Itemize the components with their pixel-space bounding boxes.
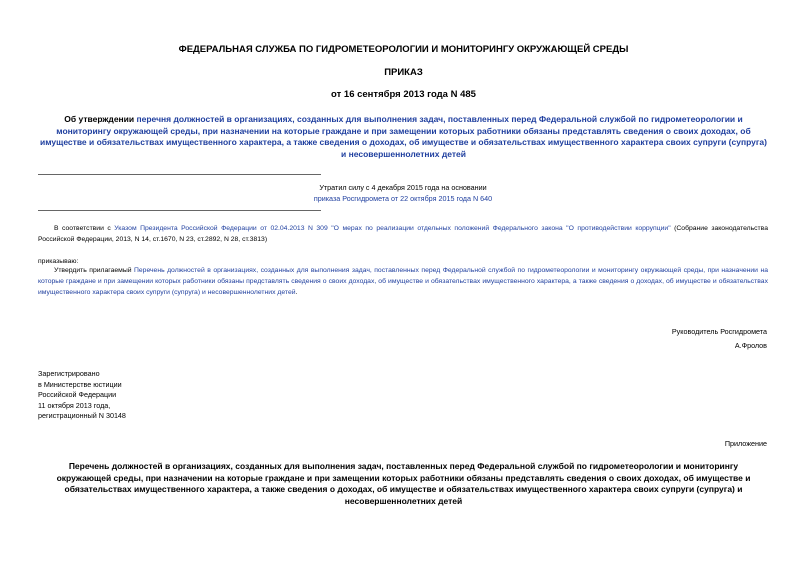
- appendix-title: Перечень должностей в организациях, созданных для выполнения задач, поставленных перед Федеральной службой по гидрометеорологии и мониторингу окружающей среды, при назначении на которые граждане и при замещении которых работники обязаны представлять сведения о своих доходах, об имуществе и обязательствах имущественного характера, а также сведения о доходах, об имуществе и обязательствах имущественного характера своих супруги (супруга) и несовершеннолетних детей: [56, 461, 751, 506]
- decree-link[interactable]: Указом Президента Российской Федерации от 02.04.2013 N 309 "О мерах по реализации отдельных положений Федерального закона "О противодействии коррупции": [114, 225, 671, 232]
- list-link[interactable]: Перечень должностей в организациях, созданных для выполнения задач, поставленных перед Федеральной службой по гидрометеорологии и мониторингу окружающей среды, при назначении на которые граждане и при замещении которых работники обязаны представлять сведения о своих доходах, об имуществе и обязательствах имущественного характера, а также сведения о доходах, об имуществе и обязательствах имущественного характера своих супруги (супруга) и несовершеннолетних детей: [38, 267, 768, 296]
- registration-line: 11 октября 2013 года,: [38, 400, 111, 410]
- registration-line: регистрационный N 30148: [38, 411, 126, 420]
- expired-order-link[interactable]: приказа Росгидромета от 22 октября 2015 года N 640: [313, 193, 493, 203]
- expired-notice: [220, 183, 586, 204]
- appendix-label: Приложение: [724, 439, 767, 448]
- registration-line: Российской Федерации: [38, 390, 117, 399]
- agency-title: ФЕДЕРАЛЬНАЯ СЛУЖБА ПО ГИДРОМЕТЕОРОЛОГИИ И МОНИТОРИНГУ ОКРУЖАЮЩЕЙ СРЕДЫ: [178, 44, 629, 55]
- preamble-prefix: В соответствии с: [54, 225, 115, 232]
- signature: [672, 327, 767, 351]
- subject-prefix: Об утверждении: [64, 114, 137, 124]
- subject-link[interactable]: перечня должностей в организациях, созданных для выполнения задач, поставленных перед Федеральной службой по гидрометеорологии и мониторингу окружающей среды, при назначении на которые граждане и при замещении которых работники обязаны представлять сведения о своих доходах, об имуществе и обязательствах имущественного характера, а также сведения о доходах, об имуществе и обязательствах имущественного характера своих супруги (супруга) и несовершеннолетних детей: [40, 114, 767, 159]
- bottom-divider: [38, 210, 321, 211]
- order-word: приказываю:: [38, 258, 79, 265]
- order-suffix: .: [295, 289, 298, 296]
- preamble: [38, 223, 768, 245]
- expired-line: Утратил силу с 4 декабря 2015 года на основании: [319, 183, 487, 192]
- signature-name: А.Фролов: [734, 340, 767, 350]
- signature-title: Руководитель Росгидромета: [671, 327, 767, 336]
- doc-type: ПРИКАЗ: [384, 67, 423, 78]
- doc-date: от 16 сентября 2013 года N 485: [331, 89, 476, 100]
- registration-block: [38, 369, 126, 422]
- registration-line: в Министерстве юстиции: [38, 379, 122, 389]
- top-divider: [38, 174, 321, 175]
- document-subject: [40, 114, 767, 160]
- registration-line: Зарегистрировано: [38, 369, 100, 378]
- order-prefix: Утвердить прилагаемый: [54, 267, 134, 274]
- preamble-suffix: (Собрание законодательства Российской Федерации, 2013, N 14, ст.1670, N 23, ст.2892, N 28, ст.3813): [38, 225, 768, 243]
- order-text: [38, 265, 768, 298]
